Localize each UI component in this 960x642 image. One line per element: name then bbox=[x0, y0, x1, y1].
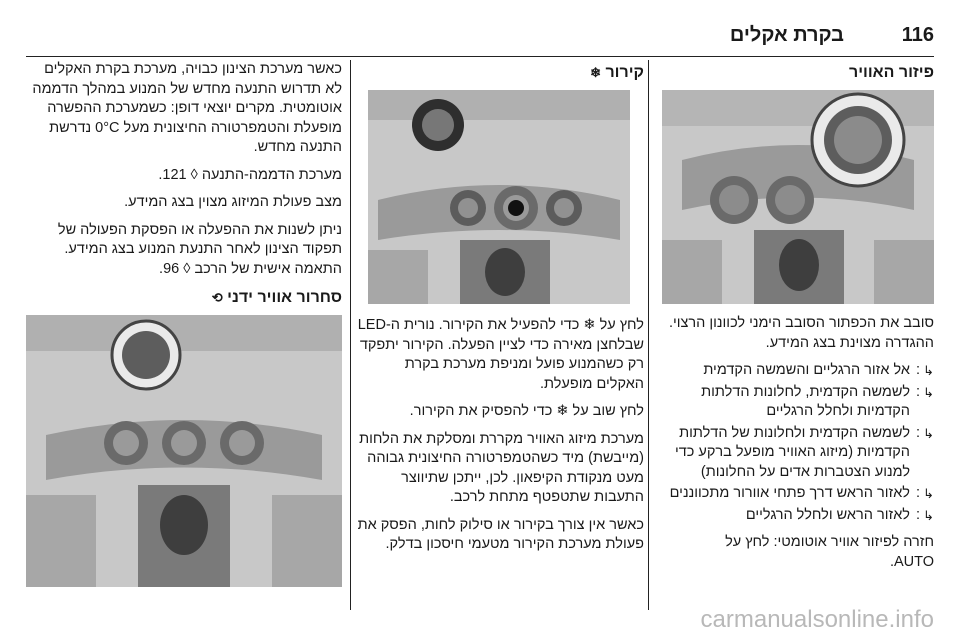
left-column bbox=[26, 60, 342, 587]
photo-air-distribution-knob bbox=[662, 90, 934, 304]
paragraph-cross-reference: מערכת הדממה-התנעה ◊ 121. bbox=[158, 166, 342, 183]
definition-text: לאזור הראש דרך פתחי אוורור מתכווננים bbox=[669, 485, 910, 501]
definition-text: לשמשה הקדמית, לחלונות הדלתות הקדמיות ולחלל הרגליים bbox=[701, 383, 910, 419]
air-flow-feet-windscreen-icon: ↳ bbox=[923, 363, 934, 378]
snowflake-icon: ❄ bbox=[590, 65, 601, 80]
paragraph: לחץ שוב על ❄ כדי להפסיק את הקירור. bbox=[409, 403, 644, 419]
definition-text: לשמשה הקדמית ולחלונות של הדלתות הקדמיות (מיזוג האוויר מופעל ברקע כדי למנוע הצטברות אדים על החלונות) bbox=[674, 424, 910, 480]
section-heading-cooling bbox=[354, 64, 644, 82]
page-header bbox=[26, 24, 934, 58]
definition-item: ↳ : אל אזור הרגליים והשמשה הקדמית bbox=[662, 361, 934, 381]
header-rule bbox=[26, 56, 934, 57]
heading-text: קירור bbox=[605, 64, 644, 81]
section-heading-air-distribution: פיזור האוויר bbox=[848, 64, 934, 81]
paragraph-text: חזרה לפיזור אוויר אוטומטי: לחץ על bbox=[725, 534, 934, 550]
paragraph: מצב פעולת המיזוג מצוין בצג המידע. bbox=[124, 194, 342, 210]
section-heading-manual-recirculation bbox=[26, 289, 342, 307]
paragraph: ניתן לשנות את ההפעלה או הפסקת הפעולה של תפקוד הצינון לאחר התנעת המנוע בצג המידע. התאמה אישית של הרכב ◊ 96. bbox=[57, 221, 342, 277]
column-divider bbox=[350, 60, 351, 610]
definition-item: ↳ : לאזור הראש דרך פתחי אוורור מתכווננים bbox=[662, 484, 934, 504]
air-flow-head-feet-icon: ↳ bbox=[923, 507, 934, 523]
definition-text: לאזור הראש ולחלל הרגליים bbox=[745, 506, 910, 523]
air-flow-windscreen-feet-icon: ↳ bbox=[923, 384, 934, 400]
middle-column bbox=[354, 60, 644, 563]
paragraph: מערכת מיזוג האוויר מקררת ומסלקת את הלחות (מייבשת) מיד כשהטמפרטורה החיצונית גבוהה מעט מנקודת הקיפאון. לכן, ייתכן שתיווצר התעבות שתטפטף מתחת לרכב. bbox=[359, 430, 644, 505]
definition-list bbox=[662, 361, 934, 525]
paragraph: לחץ על ❄ כדי להפעיל את הקירור. נורית ה-LED שבלחצן מאירה כדי לציין הפעלה. הקירור יתפקד רק כשהמנוע פועל ומניפת מערכת בקרת האקלים מופעלת. bbox=[357, 317, 644, 392]
auto-label: AUTO. bbox=[889, 553, 934, 570]
column-divider bbox=[648, 60, 649, 610]
definition-item: ↳ : לשמשה הקדמית, לחלונות הדלתות הקדמיות ולחלל הרגליים bbox=[662, 383, 934, 422]
definition-item: ↳ : לאזור הראש ולחלל הרגליים bbox=[662, 506, 934, 526]
footer bbox=[0, 606, 960, 642]
right-column bbox=[662, 60, 934, 580]
heading-text: סחרור אוויר ידני bbox=[227, 289, 342, 306]
paragraph: כאשר מערכת הצינון כבויה, מערכת בקרת האקלים לא תדרוש התנעה מחדש של המנוע במהלך הדממה אוטומטית. מקרים יוצאי דופן: כשמערכת ההפשרה מופעלת והטמפרטורה החיצונית מעל 0°C נדרשת התנעה מחדש. bbox=[32, 61, 342, 155]
chapter-title: בקרת אקלים bbox=[729, 24, 844, 46]
recirculation-icon: ⟲ bbox=[211, 290, 223, 305]
watermark: carmanualsonline.info bbox=[700, 606, 934, 633]
paragraph-auto-return bbox=[662, 533, 934, 572]
air-flow-head-icon: ↳ bbox=[923, 486, 934, 501]
page-number: 116 bbox=[901, 24, 934, 46]
photo-recirculation-button bbox=[26, 315, 342, 587]
paragraph: סובב את הכפתור הסובב הימני לכוונון הרצוי. ההגדרה מצוינת בצג המידע. bbox=[668, 315, 934, 351]
air-flow-windscreen-icon: ↳ bbox=[923, 425, 934, 441]
definition-item: ↳ : לשמשה הקדמית ולחלונות של הדלתות הקדמיות (מיזוג האוויר מופעל ברקע כדי למנוע הצטברות אדים על החלונות) bbox=[662, 424, 934, 483]
definition-text: אל אזור הרגליים והשמשה הקדמית bbox=[703, 362, 910, 378]
photo-cooling-button bbox=[368, 90, 630, 304]
paragraph: כאשר אין צורך בקירור או סילוק לחות, הפסק את פעולת מערכת הקירור מטעמי חיסכון בדלק. bbox=[357, 516, 644, 552]
